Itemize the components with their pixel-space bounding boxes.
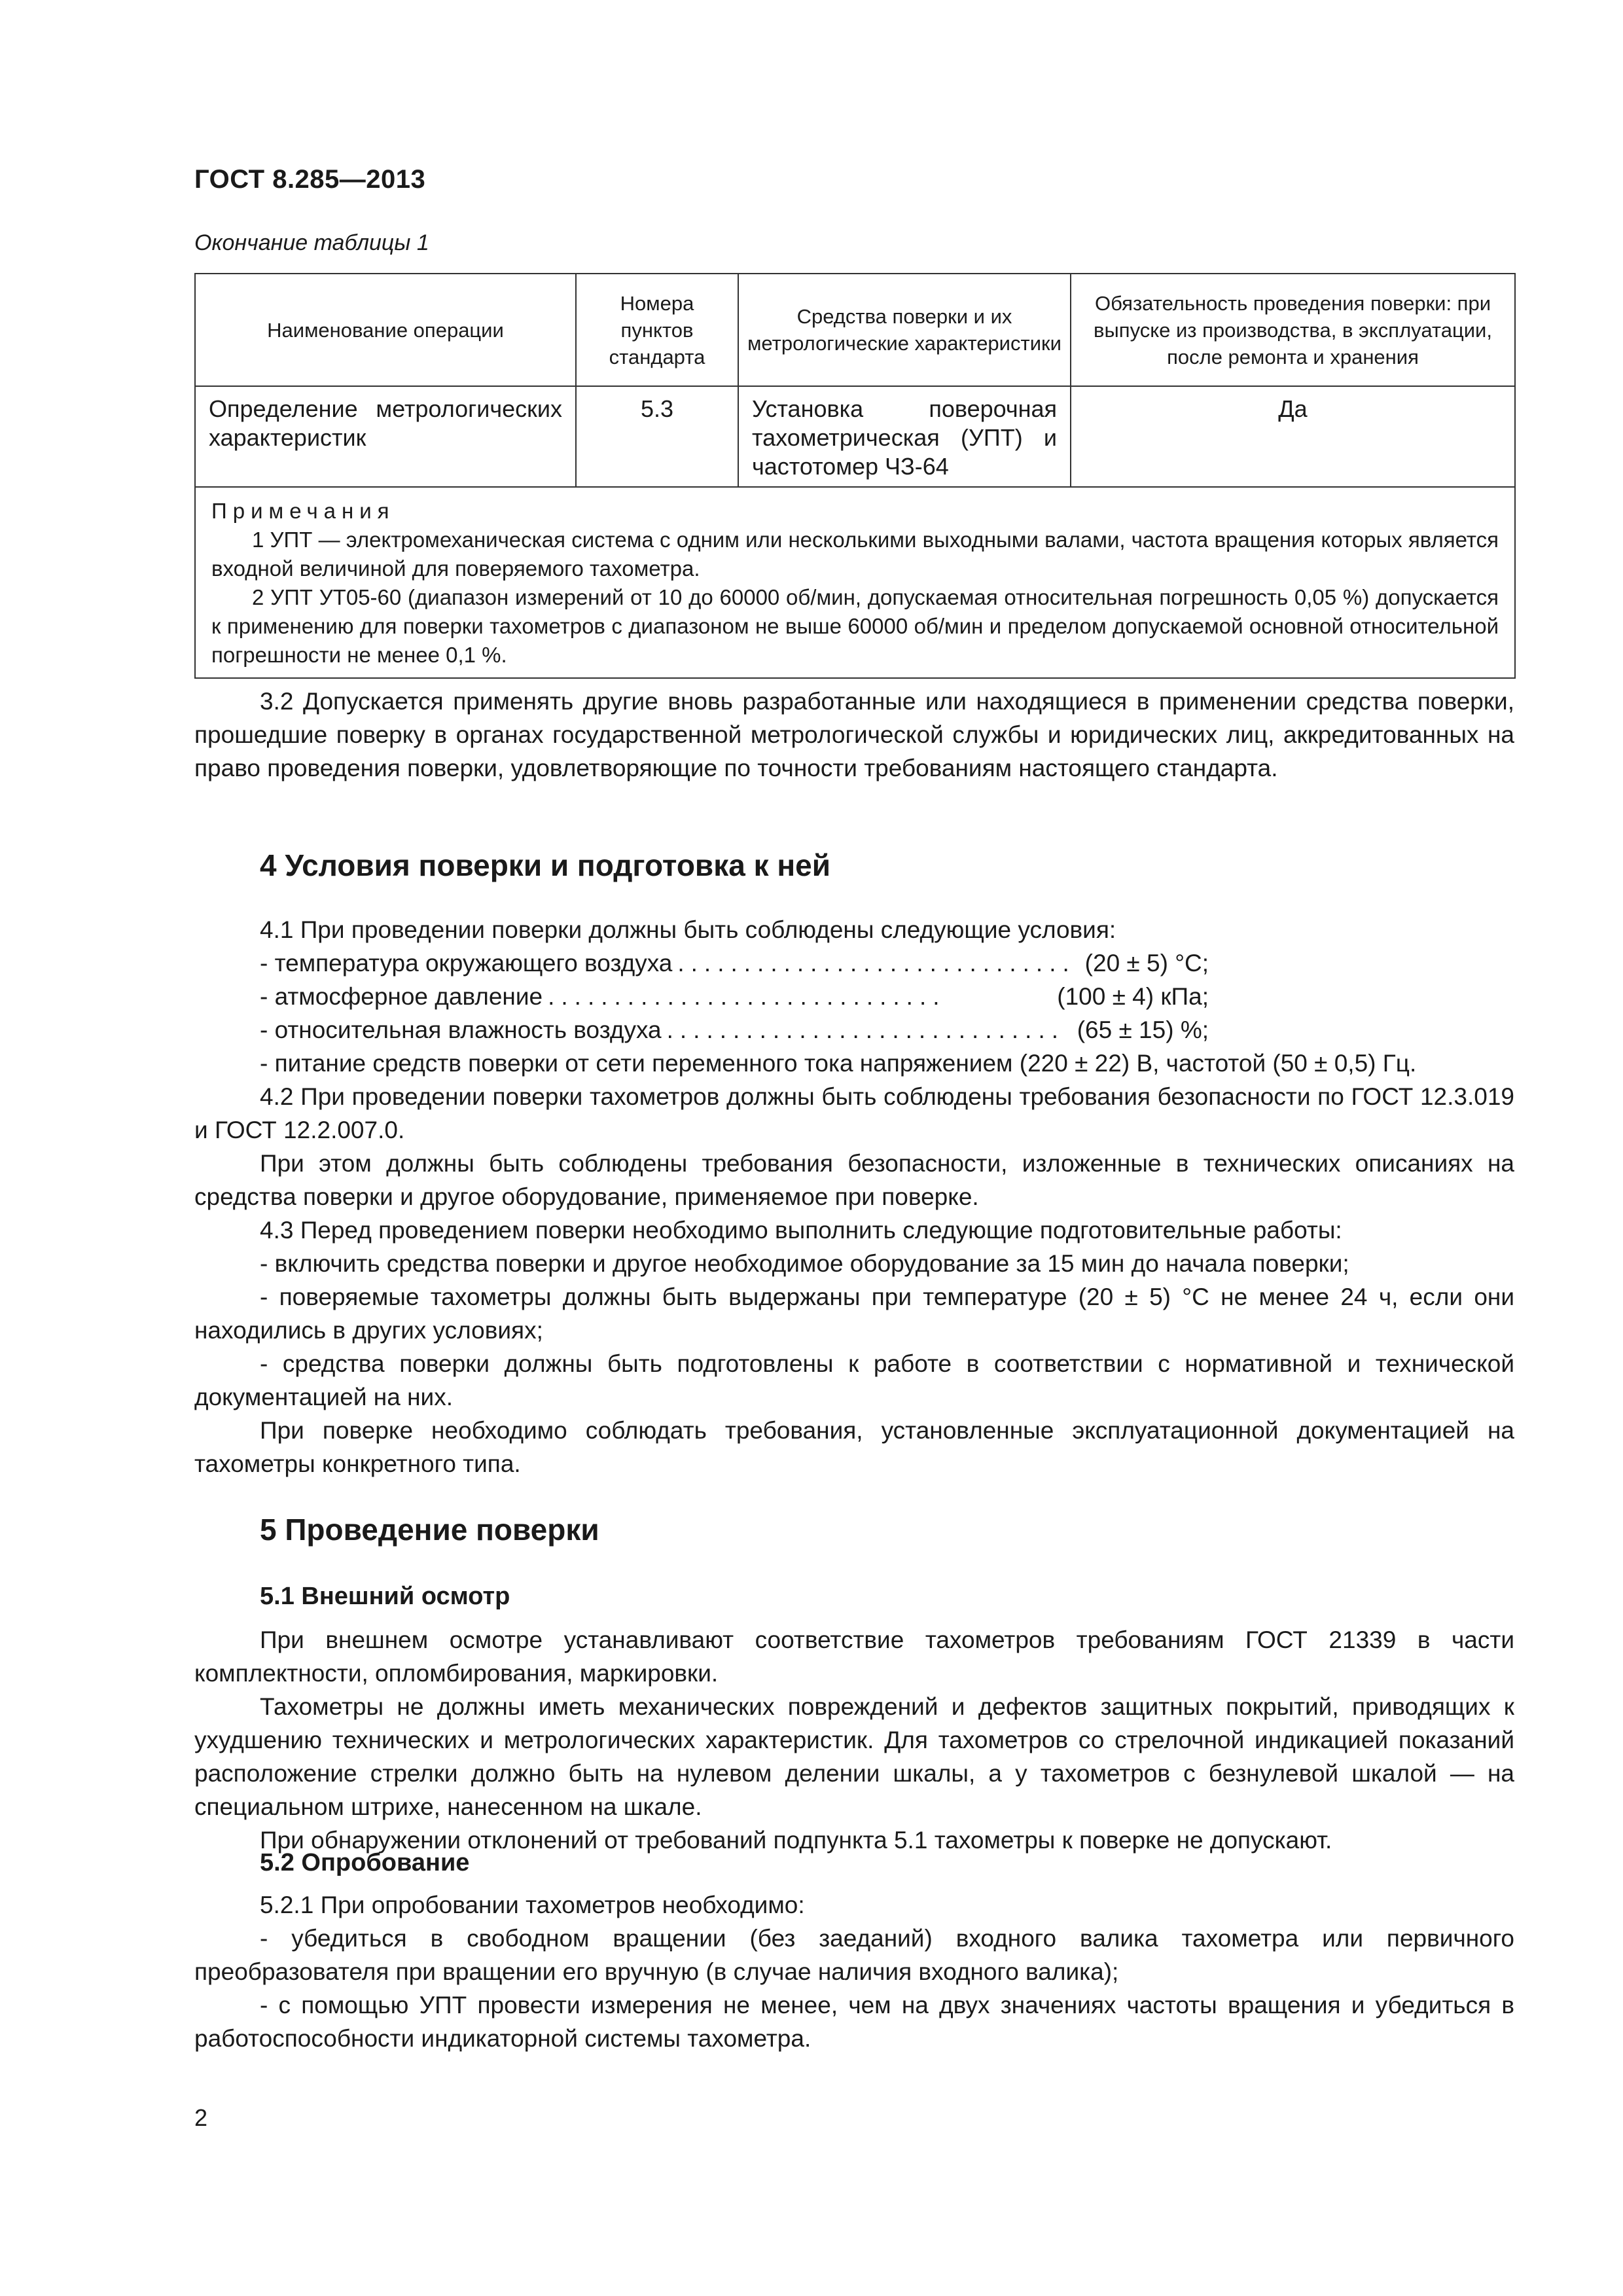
condition-power: - питание средств поверки от сети переменного тока напряжением (220 ± 22) В, частотой (50 ± 0,5) Гц.	[260, 1050, 1417, 1077]
cell-mandatory: Да	[1071, 386, 1515, 487]
notes-title: Примечания	[211, 499, 395, 523]
section-4-heading: 4 Условия поверки и подготовка к ней	[260, 848, 831, 882]
table-row	[195, 386, 1515, 487]
column-header: Обязательность проведения поверки: при выпуске из производства, в эксплуатации, после ремонта и хранения	[1071, 274, 1515, 386]
cell-operation: Определение метрологических характеристик	[195, 386, 576, 487]
paragraph: При обнаружении отклонений от требований подпункта 5.1 тахометры к поверке не допускают.	[260, 1827, 1332, 1854]
condition-temperature: - температура окружающего воздуха .............................. (20 ± 5) °С;	[260, 950, 1209, 977]
subsection-5-1-heading: 5.1 Внешний осмотр	[260, 1583, 510, 1610]
page-number: 2	[194, 2104, 208, 2131]
condition-humidity: - относительная влажность воздуха .............................. (65 ± 15) %;	[260, 1016, 1209, 1043]
document-code: ГОСТ 8.285—2013	[194, 165, 426, 194]
paragraph-5-2-1: 5.2.1 При опробовании тахометров необходимо:	[260, 1892, 805, 1918]
cell-means: Установка поверочная тахометрическая (УПТ) и частотомер ЧЗ-64	[738, 386, 1071, 487]
paragraph-4-3-extra: При поверке необходимо соблюдать требования, установленные эксплуатационной документацией на тахометры конкретного типа.	[194, 1417, 1514, 1477]
section-4-body	[194, 913, 1514, 1480]
condition-pressure: - атмосферное давление .............................. (100 ± 4) кПа;	[260, 983, 1209, 1010]
section-5-heading: 5 Проведение поверки	[260, 1513, 599, 1547]
subsection-5-2-heading: 5.2 Опробование	[260, 1849, 470, 1876]
paragraph-4-1: 4.1 При проведении поверки должны быть соблюдены следующие условия:	[260, 916, 1116, 943]
table-notes-row	[195, 487, 1515, 678]
note-item: 2 УПТ УТ05-60 (диапазон измерений от 10 до 60000 об/мин, допускаемая относительная погрешность 0,05 %) допускается к применению для поверки тахометров с диапазоном не выше 60000 об/мин и пределом допускаемой основной относительной погрешности не менее 0,1 %.	[211, 585, 1499, 667]
subsection-5-1-body	[194, 1623, 1514, 1857]
paragraph-4-3: 4.3 Перед проведением поверки необходимо выполнить следующие подготовительные работы:	[260, 1217, 1342, 1244]
paragraph: Тахометры не должны иметь механических повреждений и дефектов защитных покрытий, приводящих к ухудшению технических и метрологических характеристик. Для тахометров со стрелочной индикацией показаний расположение стрелки должно быть на нулевом делении шкалы, а у тахометров с безнулевой шкалой — на специальном штрихе, нанесенном на шкале.	[194, 1693, 1514, 1820]
operations-table	[194, 273, 1514, 679]
table-header-row	[195, 274, 1515, 386]
list-item: - убедиться в свободном вращении (без заеданий) входного валика тахометра или первичного преобразователя при вращении его вручную (в случае наличия входного валика);	[194, 1925, 1514, 1985]
subsection-5-2-body	[194, 1888, 1514, 2055]
table-notes	[195, 487, 1515, 678]
column-header: Средства поверки и их метрологические характеристики	[738, 274, 1071, 386]
paragraph-4-2: 4.2 При проведении поверки тахометров должны быть соблюдены требования безопасности по ГОСТ 12.3.019 и ГОСТ 12.2.007.0.	[194, 1083, 1514, 1143]
paragraph-4-2-extra: При этом должны быть соблюдены требования безопасности, изложенные в технических описаниях на средства поверки и другое оборудование, применяемое при поверке.	[194, 1150, 1514, 1210]
list-item: - с помощью УПТ провести измерения не менее, чем на двух значениях частоты вращения и убедиться в работоспособности индикаторной системы тахометра.	[194, 1992, 1514, 2052]
prep-item: - включить средства поверки и другое необходимое оборудование за 15 мин до начала поверки;	[260, 1250, 1349, 1277]
column-header: Наименование операции	[195, 274, 576, 386]
prep-item: - средства поверки должны быть подготовлены к работе в соответствии с нормативной и технической документацией на них.	[194, 1350, 1514, 1410]
prep-item: - поверяемые тахометры должны быть выдержаны при температуре (20 ± 5) °С не менее 24 ч, если они находились в других условиях;	[194, 1283, 1514, 1344]
paragraph: При внешнем осмотре устанавливают соответствие тахометров требованиям ГОСТ 21339 в части комплектности, опломбирования, маркировки.	[194, 1626, 1514, 1687]
paragraph-3-2: 3.2 Допускается применять другие вновь разработанные или находящиеся в применении средства поверки, прошедшие поверку в органах государственной метрологической службы и юридических лиц, аккредитованных на право проведения поверки, удовлетворяющие по точности требованиям настоящего стандарта.	[194, 688, 1514, 781]
column-header: Номера пунктов стандарта	[576, 274, 738, 386]
paragraph-3-2-block	[194, 685, 1514, 785]
note-item: 1 УПТ — электромеханическая система с одним или несколькими выходными валами, частота вращения которых является входной величиной для поверяемого тахометра.	[211, 528, 1499, 581]
cell-clause: 5.3	[576, 386, 738, 487]
table-caption: Окончание таблицы 1	[194, 230, 429, 255]
